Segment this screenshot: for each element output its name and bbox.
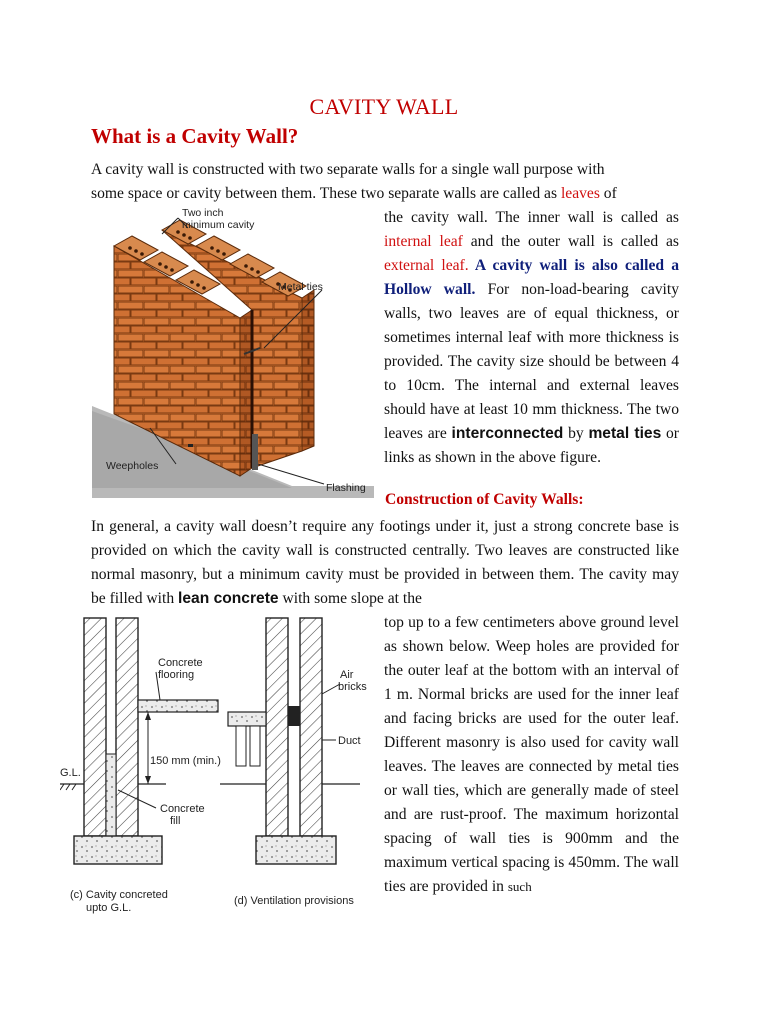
side-paragraph-2 — [384, 611, 679, 899]
intro-paragraph — [91, 158, 681, 206]
label-air-bricks: Air bricks — [338, 669, 367, 693]
side-text-d: or links as shown in the above figure. — [384, 425, 680, 466]
construction-text-a: In general, a cavity wall doesn’t require any footings under it, just a strong concrete base is provided on which the cavity wall is constructed centrally. Two leaves are constructed like normal masonry, but a minimum cavity must be provided in between them. The cavity may be filled with — [91, 518, 679, 607]
side-text-b: and the outer wall is called as — [462, 233, 680, 250]
label-gl: G.L. — [60, 767, 81, 779]
label-concrete-flooring: Concrete flooring — [158, 657, 203, 681]
label-min-cavity-l1: Two inch — [182, 207, 224, 219]
intro-line-2-end: of — [599, 185, 617, 202]
lean-concrete-term: lean concrete — [178, 590, 279, 607]
construction-side-end: such — [507, 879, 532, 894]
page-title: CAVITY WALL — [309, 94, 459, 119]
label-min-cavity — [182, 207, 255, 231]
label-duct: Duct — [338, 735, 361, 747]
construction-side-text: top up to a few centimeters above ground level as shown below. Weep holes are provided for the outer leaf at the bottom with an interval of 1 m. Normal bricks are used for the inner leaf and facing bricks are used for the outer leaf. Different masonry is also used for cavity wall leaves. The leaves are connected by metal ties or wall ties, which are generally made of steel and are rust-proof. The maximum horizontal spacing of wall ties is 900mm and the maximum vertical spacing is 450mm. The wall ties are provided in — [384, 614, 679, 895]
side-text-by: by — [563, 425, 589, 442]
metal-ties-term: metal ties — [588, 425, 662, 442]
label-flashing: Flashing — [326, 482, 366, 494]
cavity-sections-drawing — [60, 614, 372, 916]
caption-d: (d) Ventilation provisions — [234, 895, 354, 907]
intro-line-2-text: some space or cavity between them. These two separate walls are called as — [91, 185, 561, 202]
intro-line-2 — [91, 182, 681, 206]
label-metal-ties: Metal ties — [278, 281, 323, 293]
construction-heading: Construction of Cavity Walls: — [385, 491, 584, 508]
cavity-sections-illustration — [60, 614, 372, 916]
internal-leaf-term: internal leaf — [384, 233, 463, 250]
section-heading: What is a Cavity Wall? — [91, 124, 299, 148]
label-weepholes: Weepholes — [106, 460, 159, 472]
construction-paragraph — [91, 515, 679, 611]
label-concrete-fill: Concrete fill — [160, 803, 205, 827]
cavity-wall-illustration — [92, 206, 374, 498]
caption-c: (c) Cavity concreted upto G.L. — [70, 889, 168, 914]
hollow-wall-text-a: A cavity wall is also called a — [468, 257, 679, 274]
label-150mm: 150 mm (min.) — [150, 755, 221, 767]
leaves-term: leaves — [560, 185, 600, 202]
interconnected-term: interconnected — [451, 425, 564, 442]
external-leaf-term: external leaf. — [384, 257, 469, 274]
cavity-wall-drawing — [92, 206, 374, 498]
label-min-cavity-l2: minimum cavity — [182, 219, 255, 231]
side-text-a: the cavity wall. The inner wall is called as — [384, 209, 679, 226]
side-paragraph-1 — [384, 206, 679, 470]
side-text-c: For non-load-bearing cavity walls, two leaves are of equal thickness, or sometimes internal leaf with more thickness is provided. The cavity size should be between 4 to 10cm. The internal and external leaves should have at least 10 mm thickness. The two leaves are — [384, 281, 680, 442]
intro-line-1: A cavity wall is constructed with two separate walls for a single wall purpose with — [91, 161, 605, 178]
hollow-wall-text-b: Hollow wall. — [384, 281, 476, 298]
construction-text-b: with some slope at the — [278, 590, 422, 607]
